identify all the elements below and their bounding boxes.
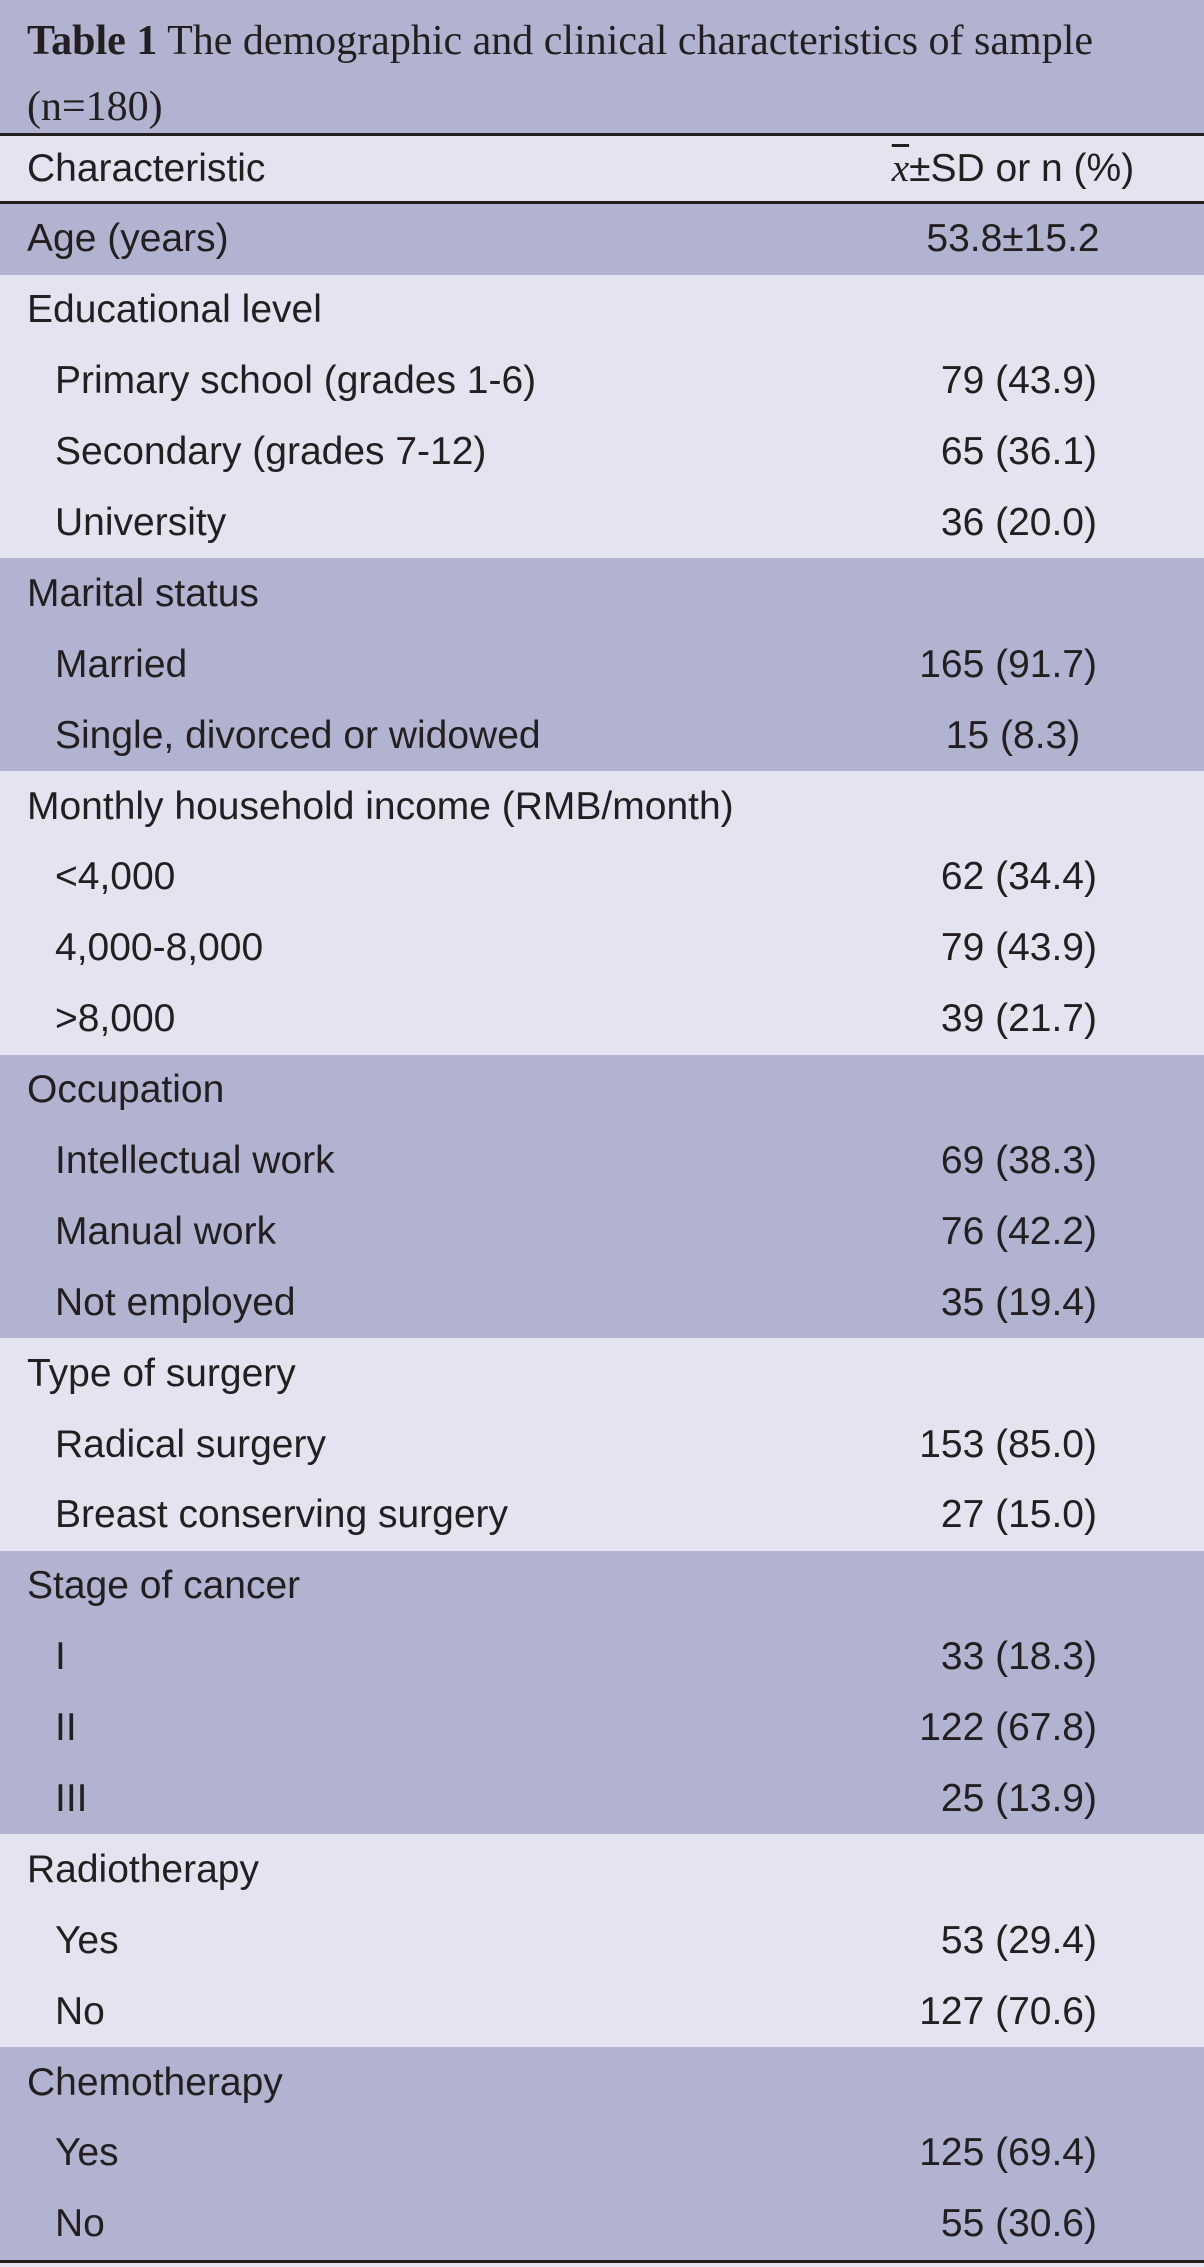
row-value: 27 (15.0)	[940, 1493, 1097, 1537]
table-group-row	[0, 2047, 1204, 2118]
row-value: 15 (8.3)	[945, 713, 1081, 757]
table-group-row	[0, 771, 1204, 842]
table-row	[0, 842, 1204, 913]
table-group-row	[0, 1338, 1204, 1409]
table-row	[0, 417, 1204, 488]
row-label: Single, divorced or widowed	[55, 713, 541, 757]
row-value: 36 (20.0)	[940, 501, 1097, 544]
row-label: Yes	[55, 1918, 119, 1962]
row-label: II	[55, 1706, 77, 1750]
table-group-row	[0, 275, 1204, 346]
row-value: 76 (42.2)	[940, 1209, 1097, 1253]
table-row	[0, 1976, 1204, 2047]
row-value: 79 (43.9)	[940, 359, 1097, 403]
table-body	[0, 204, 1204, 2260]
row-label: I	[55, 1635, 66, 1679]
table-row	[0, 700, 1204, 771]
row-label: Chemotherapy	[27, 2060, 283, 2104]
table-row	[0, 346, 1204, 417]
row-value: 69 (38.3)	[940, 1139, 1097, 1183]
table-row	[0, 1905, 1204, 1976]
row-label: No	[55, 2202, 105, 2246]
header-value	[822, 146, 1204, 191]
table-header	[0, 136, 1204, 201]
row-label: Age (years)	[27, 217, 229, 261]
table-row	[0, 629, 1204, 700]
row-value: 79 (43.9)	[940, 926, 1097, 970]
header-mean-symbol: $\overline{x}$	[891, 147, 910, 190]
row-label: Yes	[55, 2131, 119, 2175]
row-label: Not employed	[55, 1280, 296, 1324]
row-label: Radical surgery	[55, 1422, 326, 1466]
row-label: Type of surgery	[27, 1351, 296, 1395]
caption-text: The demographic and clinical characteristics of sample (n=180)	[27, 18, 1094, 130]
row-label: Occupation	[27, 1068, 225, 1112]
row-label: Breast conserving surgery	[55, 1493, 509, 1537]
row-label: University	[55, 501, 227, 544]
table-group-row	[0, 1551, 1204, 1622]
row-label: Intellectual work	[55, 1139, 335, 1183]
table-row	[0, 2189, 1204, 2260]
table-row	[0, 1622, 1204, 1693]
row-value: 33 (18.3)	[940, 1635, 1097, 1679]
table-group-row	[0, 204, 1204, 275]
row-value: 65 (36.1)	[940, 430, 1097, 474]
row-value: 125 (69.4)	[919, 2131, 1097, 2175]
table-row	[0, 1764, 1204, 1835]
table-row	[0, 2118, 1204, 2189]
row-label: No	[55, 1989, 105, 2033]
table-row	[0, 1126, 1204, 1197]
table-row	[0, 1480, 1204, 1551]
row-value: 55 (30.6)	[940, 2202, 1097, 2246]
table-group-row	[0, 1055, 1204, 1126]
row-value: 127 (70.6)	[919, 1989, 1097, 2033]
row-label: Radiotherapy	[27, 1847, 259, 1891]
table-group-row	[0, 1834, 1204, 1905]
row-label: Primary school (grades 1-6)	[55, 359, 537, 403]
table-row	[0, 1409, 1204, 1480]
bottom-rule	[0, 2260, 1204, 2263]
table-row	[0, 1196, 1204, 1267]
row-value: 165 (91.7)	[919, 642, 1097, 686]
table-row	[0, 1267, 1204, 1338]
row-value: 62 (34.4)	[940, 855, 1097, 899]
row-value: 35 (19.4)	[940, 1280, 1097, 1324]
row-label: 4,000-8,000	[55, 926, 264, 970]
table-group-row	[0, 558, 1204, 629]
caption-label: Table 1	[27, 18, 158, 64]
row-label: III	[55, 1777, 88, 1821]
table-row	[0, 488, 1204, 559]
table-caption	[0, 0, 1204, 133]
row-value: 122 (67.8)	[919, 1706, 1097, 1750]
row-label: Monthly household income (RMB/month)	[27, 784, 734, 828]
header-value-text: ±SD or n (%)	[909, 147, 1135, 190]
row-label: Married	[55, 642, 188, 686]
header-characteristic: Characteristic	[27, 146, 266, 190]
row-label: <4,000	[55, 855, 176, 899]
row-value: 25 (13.9)	[940, 1777, 1097, 1821]
row-value: 53 (29.4)	[940, 1918, 1097, 1962]
table-row	[0, 1693, 1204, 1764]
row-label: Educational level	[27, 288, 322, 332]
row-label: >8,000	[55, 997, 176, 1041]
row-value: 153 (85.0)	[919, 1422, 1097, 1466]
row-label: Manual work	[55, 1209, 277, 1253]
row-label: Stage of cancer	[27, 1564, 301, 1608]
row-label: Secondary (grades 7-12)	[55, 430, 487, 474]
row-value: 53.8±15.2	[926, 217, 1100, 261]
row-value: 39 (21.7)	[940, 997, 1097, 1041]
row-label: Marital status	[27, 571, 259, 615]
table-row	[0, 913, 1204, 984]
table-row	[0, 984, 1204, 1055]
